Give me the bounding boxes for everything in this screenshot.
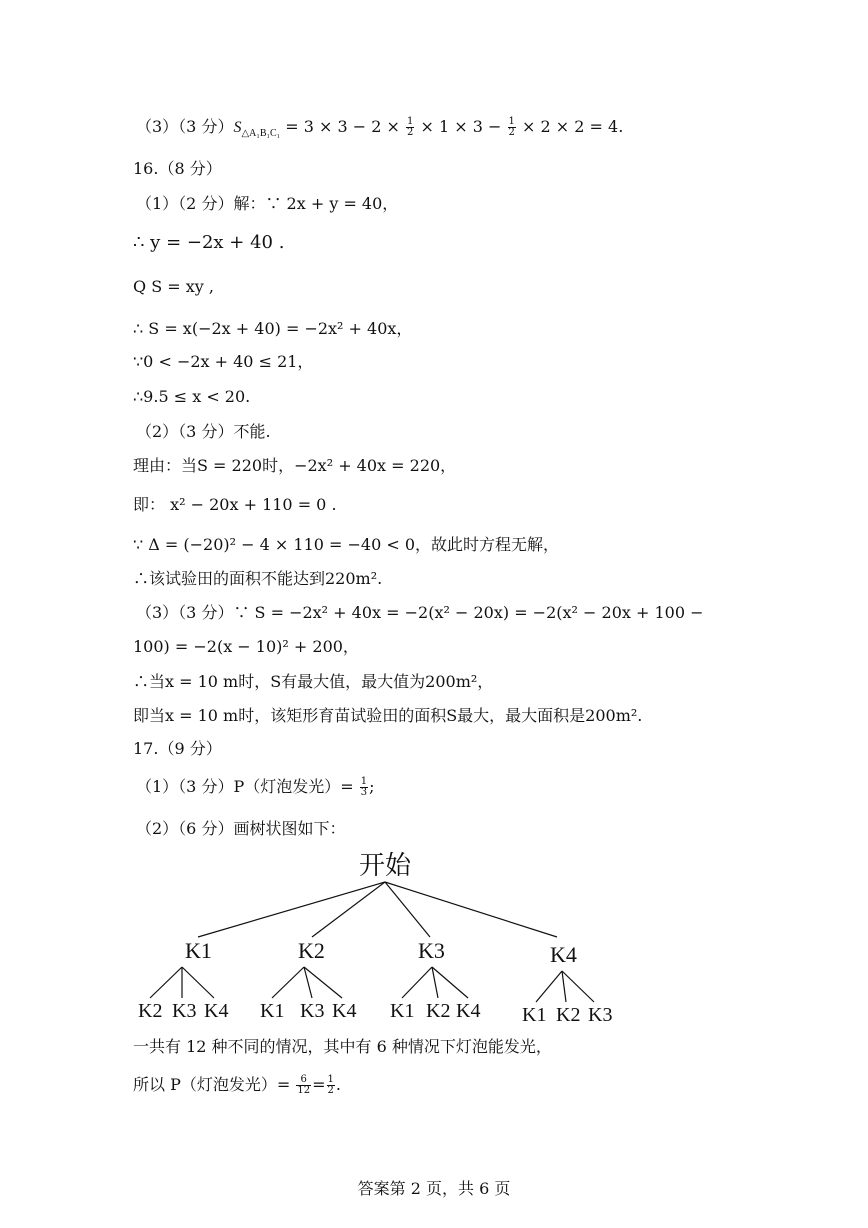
- q16-3-cont: 100) = −2(x − 10)² + 200，: [133, 637, 359, 656]
- leaf-2-1: K2: [426, 1000, 451, 1022]
- q17-heading: 17.（9 分）: [133, 739, 222, 758]
- edge-k4-a: [536, 971, 562, 1002]
- q16-conclusion: ∴该试验田的面积不能达到220m².: [133, 569, 383, 588]
- q16-quadratic: 即： x² − 20x + 110 = 0 .: [133, 495, 337, 514]
- q16-y-line: ∴ y = −2x + 40 .: [133, 232, 285, 253]
- node-l1-2: K3: [418, 938, 445, 963]
- q15-3-expr: = 3 × 3 − 2 ×: [285, 117, 400, 136]
- q16-max: ∴当x = 10 m时，S有最大值，最大值为200m²，: [133, 672, 494, 691]
- q16-s-expr: ∴ S = x(−2x + 40) = −2x² + 40x，: [133, 319, 413, 338]
- node-l1-3: K4: [550, 942, 577, 967]
- q17-final: [133, 1074, 341, 1096]
- leaf-3-1: K2: [556, 1004, 581, 1026]
- q17-final-eq: =: [312, 1075, 326, 1094]
- q16-heading: 16.（8 分）: [133, 159, 222, 178]
- leaf-0-0: K2: [138, 1000, 163, 1022]
- leaf-1-0: K1: [260, 1000, 285, 1022]
- page-footer: 答案第 2 页，共 6 页: [357, 1179, 511, 1198]
- leaf-0-2: K4: [204, 1000, 229, 1022]
- q15-3-label: （3）（3 分）: [136, 117, 234, 136]
- q15-3-expr2: × 1 × 3 −: [420, 117, 502, 136]
- edge-root-k1: [198, 882, 385, 937]
- q16-ineq: ∵0 < −2x + 40 ≤ 21，: [133, 352, 314, 371]
- node-l1-0: K1: [185, 938, 212, 963]
- edge-root-k3: [385, 882, 430, 937]
- edge-root-k4: [385, 882, 557, 937]
- q17-1-semicolon: ;: [369, 777, 375, 796]
- q16-2-line: （2）（3 分）不能.: [136, 422, 271, 441]
- q17-2-line: （2）（6 分）画树状图如下：: [136, 819, 346, 838]
- leaf-2-0: K1: [390, 1000, 415, 1022]
- leaf-1-2: K4: [332, 1000, 357, 1022]
- edge-k2-a: [272, 967, 304, 998]
- q17-cases: 一共有 12 种不同的情况，其中有 6 种情况下灯泡能发光，: [133, 1037, 552, 1056]
- tree-diagram: [120, 840, 640, 1030]
- fraction-half-3: $\frac{1}{2}$: [327, 1074, 334, 1096]
- fraction-half-2: $\frac{1}{2}$: [508, 116, 515, 138]
- tree-root: 开始: [358, 851, 412, 880]
- edge-k1-a: [150, 967, 182, 998]
- q16-range: ∴9.5 ≤ x < 20.: [133, 387, 251, 406]
- fraction-third: $\frac{1}{3}$: [360, 776, 368, 798]
- fraction-half: $\frac{1}{2}$: [407, 116, 414, 138]
- q15-3-expr3: × 2 × 2 = 4.: [522, 117, 624, 136]
- leaf-3-2: K3: [588, 1004, 613, 1026]
- edge-k2-c: [304, 967, 342, 998]
- q16-answer: 即当x = 10 m时，该矩形育苗试验田的面积S最大，最大面积是200m².: [133, 706, 643, 725]
- fraction-six-twelfths: $\frac{6}{12}$: [297, 1074, 311, 1096]
- q16-s-def: Q S = xy ,: [133, 277, 214, 296]
- q17-final-period: .: [335, 1075, 341, 1094]
- edge-k1-c: [182, 967, 214, 998]
- q16-3-line: （3）（3 分）∵ S = −2x² + 40x = −2(x² − 20x) = −2(x² − 20x + 100 −: [136, 603, 704, 622]
- area-symbol: $S_{\triangle A_1B_1C_1}$: [233, 119, 281, 140]
- q17-1-text: （1）（3 分）P（灯泡发光）=: [136, 777, 354, 796]
- q16-discriminant: ∵ Δ = (−20)² − 4 × 110 = −40 < 0，故此时方程无解，: [133, 535, 560, 554]
- edge-k4-c: [562, 971, 594, 1002]
- q15-3-line: [136, 116, 623, 145]
- q17-final-text: 所以 P（灯泡发光）=: [133, 1075, 291, 1094]
- edge-root-k2: [312, 882, 385, 937]
- edge-k4-b: [562, 971, 566, 1002]
- leaf-1-1: K3: [300, 1000, 325, 1022]
- node-l1-1: K2: [298, 938, 325, 963]
- q16-reason: 理由：当S = 220时，−2x² + 40x = 220，: [133, 456, 457, 475]
- q17-1-line: [136, 776, 374, 798]
- q16-1-line: （1）（2 分）解：∵ 2x + y = 40，: [136, 194, 399, 213]
- edge-k2-b: [304, 967, 312, 998]
- leaf-3-0: K1: [522, 1004, 547, 1026]
- edge-k3-a: [402, 967, 432, 998]
- leaf-0-1: K3: [172, 1000, 197, 1022]
- leaf-2-2: K4: [456, 1000, 481, 1022]
